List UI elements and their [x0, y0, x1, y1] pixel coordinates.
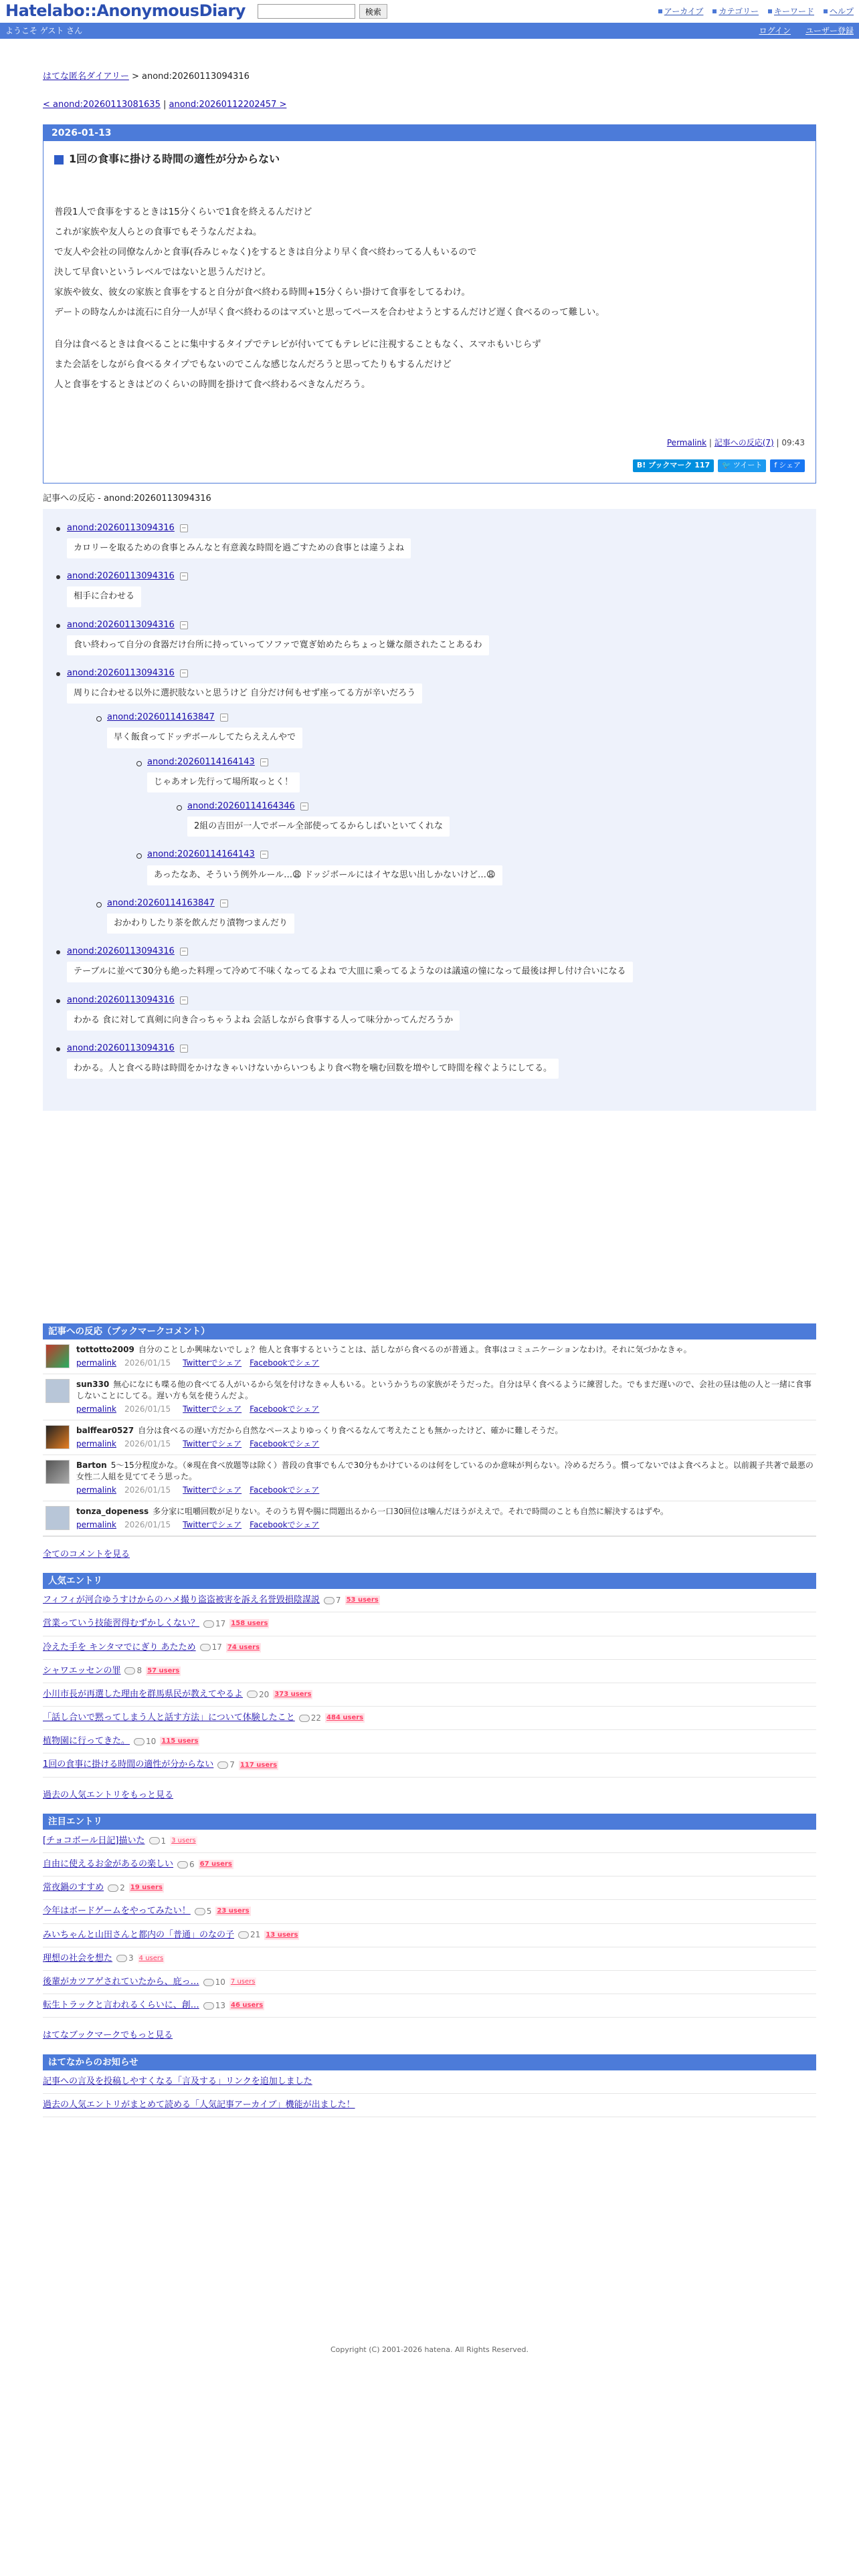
reaction-item: [54, 619, 805, 655]
top-header: [0, 0, 859, 23]
breadcrumb-current: anond:20260113094316: [142, 72, 250, 82]
all-comments-link[interactable]: 全てのコメントを見る: [43, 1549, 130, 1560]
bookmark-comment: [43, 1501, 816, 1536]
comment-bubble-icon: [177, 1861, 188, 1868]
noteworthy-entries: [43, 1830, 816, 2018]
comment-count: 1: [161, 1836, 167, 1846]
entry-link[interactable]: シャワエッセンの罪: [43, 1665, 121, 1676]
comment-count: 5: [206, 1907, 212, 1917]
prev-entry-link[interactable]: < anond:20260113081635: [43, 100, 161, 110]
category-link[interactable]: カテゴリー: [719, 6, 759, 16]
entry-link[interactable]: フィフィが河合ゆうすけからのハメ撮り盗盗被害を訴え名誉毀損陰謀説: [43, 1595, 320, 1606]
facebook-icon: f: [774, 461, 777, 470]
news-item: [43, 2070, 816, 2094]
entry-link[interactable]: みいちゃんと山田さんと都内の「普通」のなの子: [43, 1929, 235, 1940]
avatar[interactable]: [45, 1379, 70, 1403]
comment-bubble-icon: [116, 1955, 127, 1962]
popular-entries: [43, 1589, 816, 1778]
entry-title-text: 1回の食事に掛ける時間の適性が分からない: [69, 152, 280, 166]
reaction-item: [54, 994, 805, 1031]
entry-link[interactable]: 小川市長が再選した理由を群馬県民が教えてやるよ: [43, 1689, 244, 1699]
comment-bubble-icon: [238, 1931, 249, 1939]
entry-link[interactable]: 1回の食事に掛ける時間の適性が分からない: [43, 1759, 214, 1770]
bookmark-users-badge[interactable]: 158 users: [231, 1620, 268, 1628]
news-heading: はてなからのお知らせ: [43, 2054, 816, 2070]
breadcrumb: [43, 71, 816, 83]
facebook-share-label: シェア: [779, 461, 801, 470]
bookmark-comment: [43, 1374, 816, 1420]
comment-count: 21: [250, 1930, 261, 1940]
entry-time: 09:43: [781, 437, 805, 447]
comment-bubble-icon: [203, 2002, 214, 2010]
comment-bubble-icon: [324, 1597, 335, 1604]
reaction-text: わかる 食に対して真剣に向き合っちゃうよね 会話しながら食事する人って味分かってんだろうか: [67, 1010, 460, 1031]
reaction-item: [54, 667, 805, 934]
collapse-toggle-icon[interactable]: −: [260, 851, 268, 859]
bookmark-permalink[interactable]: permalink: [76, 1485, 116, 1495]
reactions-heading: 記事への反応 - anond:20260113094316: [43, 493, 211, 504]
bookmark-users-badge[interactable]: 4 users: [138, 1954, 164, 1962]
comment-bubble-icon: [247, 1691, 258, 1698]
bookmark-users-badge[interactable]: 67 users: [199, 1860, 232, 1868]
entry-link[interactable]: [チョコボール日記]描いた: [43, 1835, 145, 1846]
prev-next-separator: |: [160, 100, 169, 110]
twitter-share-link[interactable]: Twitterでシェア: [183, 1438, 242, 1448]
comment-count: 13: [215, 2000, 226, 2010]
bookmark-users-badge[interactable]: 19 users: [130, 1884, 163, 1892]
bookmark-permalink[interactable]: permalink: [76, 1404, 116, 1414]
keyword-link[interactable]: キーワード: [773, 6, 814, 16]
search-input[interactable]: [258, 4, 355, 19]
twitter-bird-icon: 🐦: [722, 461, 731, 470]
entry-line: 決して早食いというレベルではないと思うんだけど。: [54, 266, 271, 278]
register-link[interactable]: ユーザー登録: [805, 25, 854, 35]
reaction-link[interactable]: anond:20260114164143: [147, 756, 255, 767]
reaction-link[interactable]: anond:20260113094316: [67, 994, 175, 1005]
entry-link[interactable]: 営業っていう技能習得むずかしくない？: [43, 1618, 200, 1629]
collapse-toggle-icon[interactable]: −: [180, 572, 188, 580]
archive-link[interactable]: アーカイブ: [664, 6, 704, 16]
reactions-count-link[interactable]: 記事への反応(7): [714, 437, 774, 447]
main-content: [0, 71, 859, 2355]
square-bullet-icon: [712, 9, 717, 13]
bookmark-users-badge[interactable]: 13 users: [266, 1931, 298, 1939]
bookmark-users-badge[interactable]: 117 users: [240, 1761, 278, 1769]
news-link[interactable]: 記事への言及を投稿しやすくなる「言及する」リンクを追加しました: [43, 2076, 312, 2086]
popular-entry: [43, 1660, 816, 1683]
bookmark-users-badge[interactable]: 484 users: [326, 1714, 364, 1722]
collapse-toggle-icon[interactable]: −: [220, 899, 228, 907]
popular-entry: [43, 1753, 816, 1777]
reaction-link[interactable]: anond:20260113094316: [67, 667, 175, 678]
comment-count: 20: [259, 1689, 270, 1699]
avatar[interactable]: [45, 1425, 70, 1449]
comment-bubble-icon: [203, 1620, 214, 1628]
reaction-item: [134, 849, 805, 885]
bookmark-comment: [43, 1420, 816, 1455]
comment-bubble-icon: [203, 1979, 214, 1986]
entry-link[interactable]: 常夜鍋のすすめ: [43, 1883, 104, 1893]
bookmark-date: 2026/01/15: [124, 1404, 171, 1414]
breadcrumb-home-link[interactable]: はてな匿名ダイアリー: [43, 72, 129, 82]
news-list: [43, 2070, 816, 2117]
tweet-button[interactable]: [718, 459, 766, 472]
bookmark-user[interactable]: tottotto2009: [76, 1345, 134, 1355]
noteworthy-entry: [43, 1876, 816, 1900]
comment-count: 10: [215, 1977, 225, 1987]
entry-line: で友人や会社の同僚なんかと食事(呑みじゃなく)をするときは自分より早く食べ終わってる人もいるので: [54, 246, 477, 257]
noteworthy-entries-heading: 注目エントリ: [43, 1814, 816, 1830]
comment-count: 2: [120, 1883, 125, 1893]
square-bullet-icon: [768, 9, 772, 13]
news-link[interactable]: 過去の人気エントリがまとめて読める「人気記事アーカイブ」機能が出ました！: [43, 2099, 355, 2110]
bookmark-permalink[interactable]: permalink: [76, 1438, 116, 1448]
collapse-toggle-icon[interactable]: −: [180, 524, 188, 532]
collapse-toggle-icon[interactable]: −: [300, 802, 308, 811]
twitter-share-link[interactable]: Twitterでシェア: [183, 1519, 242, 1529]
entry-link[interactable]: 「話し合いで黙ってしまう人と話す方法」について体験したこと: [43, 1713, 295, 1723]
more-bookmark-link[interactable]: はてなブックマークでもっと見る: [43, 2030, 173, 2041]
reaction-text: 相手に合わせる: [67, 586, 141, 607]
noteworthy-entry: [43, 1924, 816, 1947]
facebook-share-link[interactable]: Facebookでシェア: [250, 1358, 320, 1368]
square-bullet-icon: [824, 9, 828, 13]
comment-count: 6: [189, 1859, 195, 1869]
reaction-text: カロリーを取るための食事とみんなと有意義な時間を過ごすための食事とは違うよね: [67, 538, 411, 558]
avatar[interactable]: [45, 1344, 70, 1368]
news-item: [43, 2094, 816, 2117]
entry-link[interactable]: 今年はボードゲームをやってみたい！: [43, 1906, 191, 1917]
collapse-toggle-icon[interactable]: −: [180, 1045, 188, 1053]
bookmark-text: 自分のことしか興味ないでしょ？他人と食事するということは、話しながら食べるのが普通よ。食事はコミュニケーションなわけ。それに気づかなきゃ。: [138, 1345, 692, 1355]
entry-line: デートの時なんかは流石に自分一人が早く食べ終わるのはマズいと思ってペースを合わせようとするんだけど遅く食べるのって難しい。: [54, 306, 605, 318]
login-link[interactable]: ログイン: [759, 25, 791, 35]
reaction-link[interactable]: anond:20260114164346: [187, 801, 295, 811]
square-bullet-icon: [658, 9, 662, 13]
bookmark-users-badge[interactable]: 3 users: [171, 1836, 196, 1844]
prev-next-nav: [43, 99, 816, 111]
bookmark-text: 無心になにも喋る他の食べてる人がいるから気を付けなきゃ人もいる。というかうちの家族がそうだった。自分は早く食べるように練習した。でもまだ遅いので、会社の昼は他の人と一緒に食事しないことにしてる。遅い方も気を使うんだよ。: [76, 1380, 812, 1401]
facebook-share-button[interactable]: [770, 459, 805, 472]
noteworthy-entry: [43, 1994, 816, 2018]
popular-entry: [43, 1589, 816, 1612]
collapse-toggle-icon[interactable]: −: [220, 714, 228, 722]
comment-bubble-icon: [108, 1885, 118, 1892]
entry-text: [54, 202, 805, 395]
facebook-share-link[interactable]: Facebookでシェア: [250, 1404, 320, 1414]
search-button[interactable]: 検索: [359, 4, 387, 19]
bookmark-user[interactable]: sun330: [76, 1380, 110, 1390]
entry-link[interactable]: 冷えた手を キンタマでにぎり あたため: [43, 1642, 196, 1652]
bookmark-date: 2026/01/15: [124, 1519, 171, 1529]
reaction-item: [174, 800, 805, 837]
bookmark-text: 多分家に咀嚼回数が足りない。そのうち胃や腸に問題出るから一口30回位は噛んだほうがええで。それで時間のことも自然に解決するはずや。: [153, 1507, 668, 1517]
twitter-share-link[interactable]: Twitterでシェア: [183, 1358, 242, 1368]
entry-line: 家族や彼女、彼女の家族と食事をすると自分が食べ終わる時間+15分くらい掛けて食事をしてるわけ。: [54, 286, 470, 298]
popular-entry: [43, 1683, 816, 1707]
reaction-item: [54, 946, 805, 982]
comment-count: 10: [146, 1736, 157, 1746]
collapse-toggle-icon[interactable]: −: [180, 621, 188, 629]
bookmark-comment: [43, 1455, 816, 1501]
diary-day: [43, 124, 816, 483]
bookmark-date: 2026/01/15: [124, 1485, 171, 1495]
comment-count: 17: [211, 1642, 222, 1652]
reaction-link[interactable]: anond:20260113094316: [67, 522, 175, 533]
comment-bubble-icon: [217, 1761, 228, 1769]
reaction-item: [134, 756, 805, 837]
square-bullet-icon: [54, 155, 64, 165]
entry-link[interactable]: 自由に使えるお金があるの楽しい: [43, 1859, 174, 1869]
ad-space: [43, 1111, 816, 1311]
entry-title: [54, 152, 805, 167]
noteworthy-entry: [43, 1947, 816, 1971]
reaction-text: 食い終わって自分の食器だけ台所に持っていってソファで寛ぎ始めたらちょっと嫌な顔されたことあるわ: [67, 635, 489, 655]
reaction-text: わかる。人と食べる時は時間をかけなきゃいけないからいつもより食べ物を噛む回数を増やして時間を稼ぐようにしてる。: [67, 1059, 559, 1079]
reaction-link[interactable]: anond:20260113094316: [67, 946, 175, 957]
entry-line: また会話をしながら食べるタイプでもないのでこんな感じなんだろうと思ってたりもするんだけど: [54, 358, 452, 370]
popular-entry: [43, 1707, 816, 1730]
entry-link[interactable]: 理想の社会を想た: [43, 1953, 113, 1963]
twitter-share-link[interactable]: Twitterでシェア: [183, 1404, 242, 1414]
comment-bubble-icon: [200, 1644, 211, 1651]
bookmark-permalink[interactable]: permalink: [76, 1358, 116, 1368]
bookmark-users-badge[interactable]: 115 users: [161, 1737, 199, 1745]
collapse-toggle-icon[interactable]: −: [180, 669, 188, 677]
entry-line: 普段1人で食事をするときは15分くらいで1食を終えるんだけど: [54, 206, 312, 217]
noteworthy-entry: [43, 1900, 816, 1923]
search-form: [258, 4, 387, 19]
facebook-share-link[interactable]: Facebookでシェア: [250, 1438, 320, 1448]
comment-bubble-icon: [299, 1715, 310, 1722]
entry-body: [43, 141, 816, 482]
reaction-item: [54, 570, 805, 607]
reaction-text: 周りに合わせる以外に選択肢ないと思うけど 自分だけ何もせず座ってる方が辛いだろう: [67, 683, 422, 704]
reaction-text: じゃあオレ先行って場所取っとく！: [147, 772, 300, 792]
reaction-item: [94, 712, 805, 885]
hatena-bookmark-button[interactable]: B! ブックマーク 117: [633, 459, 714, 472]
comment-count: 3: [128, 1953, 134, 1963]
reaction-text: あったなあ、そういう例外ルール…😩 ドッジボールにはイヤな思い出しかないけど…😩: [147, 865, 502, 885]
footer-copyright: Copyright (C) 2001-2026 hatena. All Rights Reserved.: [330, 2345, 529, 2354]
tweet-label: ツイート: [733, 461, 763, 470]
collapse-toggle-icon[interactable]: −: [260, 758, 268, 766]
comment-bubble-icon: [134, 1738, 145, 1745]
help-link[interactable]: ヘルプ: [829, 6, 854, 16]
avatar[interactable]: [45, 1460, 70, 1484]
bookmark-user[interactable]: tonza_dopeness: [76, 1507, 149, 1517]
popular-entry: [43, 1612, 816, 1636]
noteworthy-entry: [43, 1853, 816, 1876]
comment-count: 8: [136, 1666, 142, 1676]
noteworthy-entry: [43, 1830, 816, 1853]
reaction-item: [54, 522, 805, 558]
bookmark-comment: [43, 1339, 816, 1374]
reaction-item: [94, 897, 805, 934]
bookmark-users-badge[interactable]: 57 users: [147, 1667, 180, 1675]
entry-link[interactable]: 植物園に行ってきた。: [43, 1736, 130, 1747]
entry-link[interactable]: 転生トラックと言われるくらいに、創…: [43, 2000, 199, 2011]
bookmark-comments: [43, 1339, 816, 1537]
bookmark-text: 5〜15分程度かな。（※現在食べ放題等は除く）普段の食事でもんで30分もかけているのは何をしているのか意味が判らない。冷めるだろう。慣ってないではよ食べろよと。以前親子共著で最悪の女性二人組を見ててそう思った。: [76, 1460, 814, 1482]
comment-count: 22: [310, 1713, 322, 1723]
reaction-item: [54, 1043, 805, 1079]
bookmark-text: 自分は食べるの遅い方だから自然なペースよりゆっくり食べるなんて考えたことも無かったけど、確かに難しそうだ。: [138, 1426, 563, 1436]
comment-bubble-icon: [124, 1667, 135, 1675]
next-entry-link[interactable]: anond:20260112202457 >: [169, 100, 287, 110]
popular-entry: [43, 1636, 816, 1660]
collapse-toggle-icon[interactable]: −: [180, 996, 188, 1004]
bookmark-comments-heading: 記事への反応（ブックマークコメント）: [43, 1323, 816, 1339]
popular-entry: [43, 1730, 816, 1753]
entry-line: これが家族や友人らとの食事でもそうなんだよね。: [54, 226, 262, 237]
comment-bubble-icon: [195, 1908, 205, 1915]
bookmark-user[interactable]: Barton: [76, 1460, 107, 1470]
comment-count: 17: [215, 1619, 226, 1628]
entry-footer: Permalink | 記事への反応(7) | 09:43: [666, 437, 805, 447]
bookmark-users-badge[interactable]: 46 users: [231, 2002, 264, 2010]
reaction-text: 早く飯食ってドッヂボールしてたらええんやで: [107, 728, 302, 748]
reaction-text: テーブルに並べて30分も絶った料理って冷めて不味くなってるよね で大皿に乗ってるようなのは議遠の憧になって最後は押し付け合いになる: [67, 962, 633, 982]
bookmark-users-badge[interactable]: 7 users: [230, 1978, 256, 1986]
entry-line: 自分は食べるときは食べることに集中するタイプでテレビが付いててもテレビに注視することもなく、スマホもいじらず: [54, 338, 541, 350]
collapse-toggle-icon[interactable]: −: [180, 948, 188, 956]
noteworthy-entry: [43, 1971, 816, 1994]
reaction-link[interactable]: anond:20260114163847: [107, 897, 215, 908]
facebook-share-link[interactable]: Facebookでシェア: [250, 1485, 320, 1495]
entry-link[interactable]: 後輩がカツアゲされていたから、庇っ…: [43, 1976, 199, 1987]
site-logo[interactable]: Hatelabo::AnonymousDiary: [5, 1, 246, 21]
comment-count: 7: [335, 1595, 341, 1605]
bookmark-users-badge[interactable]: 23 users: [217, 1907, 250, 1915]
more-popular-link[interactable]: 過去の人気エントリをもっと見る: [43, 1790, 174, 1800]
facebook-share-link[interactable]: Facebookでシェア: [250, 1519, 320, 1529]
bookmark-users-badge[interactable]: 53 users: [346, 1596, 379, 1604]
avatar[interactable]: [45, 1506, 70, 1530]
bookmark-permalink[interactable]: permalink: [76, 1519, 116, 1529]
reaction-text: 2組の吉田が一人でボール全部使ってるからしばいといてくれな: [187, 817, 450, 837]
reactions-tree: [43, 509, 816, 1111]
header-links: [658, 6, 854, 17]
bookmark-users-badge[interactable]: 74 users: [227, 1643, 260, 1651]
reaction-link[interactable]: anond:20260114163847: [107, 712, 215, 723]
reaction-link[interactable]: anond:20260113094316: [67, 571, 175, 582]
day-date: 2026-01-13: [43, 125, 816, 141]
reaction-text: おかわりしたり茶を飲んだり漬物つまんだり: [107, 914, 294, 934]
reaction-link[interactable]: anond:20260113094316: [67, 619, 175, 630]
bookmark-user[interactable]: balffear0527: [76, 1426, 134, 1436]
bookmark-date: 2026/01/15: [124, 1358, 171, 1368]
bookmark-users-badge[interactable]: 373 users: [274, 1690, 312, 1698]
share-buttons: [54, 459, 805, 472]
reaction-link[interactable]: anond:20260113094316: [67, 1043, 175, 1053]
user-bar: [0, 23, 859, 39]
comment-bubble-icon: [149, 1837, 160, 1844]
permalink-link[interactable]: Permalink: [666, 437, 707, 447]
comment-count: 7: [229, 1760, 235, 1770]
entry-line: 人と食事をするときはどのくらいの時間を掛けて食べ終わるべきなんだろう。: [54, 379, 371, 390]
twitter-share-link[interactable]: Twitterでシェア: [183, 1485, 242, 1495]
breadcrumb-separator: >: [128, 72, 142, 82]
reaction-link[interactable]: anond:20260114164143: [147, 849, 255, 860]
bookmark-date: 2026/01/15: [124, 1438, 171, 1448]
welcome-text: ようこそ ゲスト さん: [5, 25, 83, 35]
popular-entries-heading: 人気エントリ: [43, 1573, 816, 1589]
